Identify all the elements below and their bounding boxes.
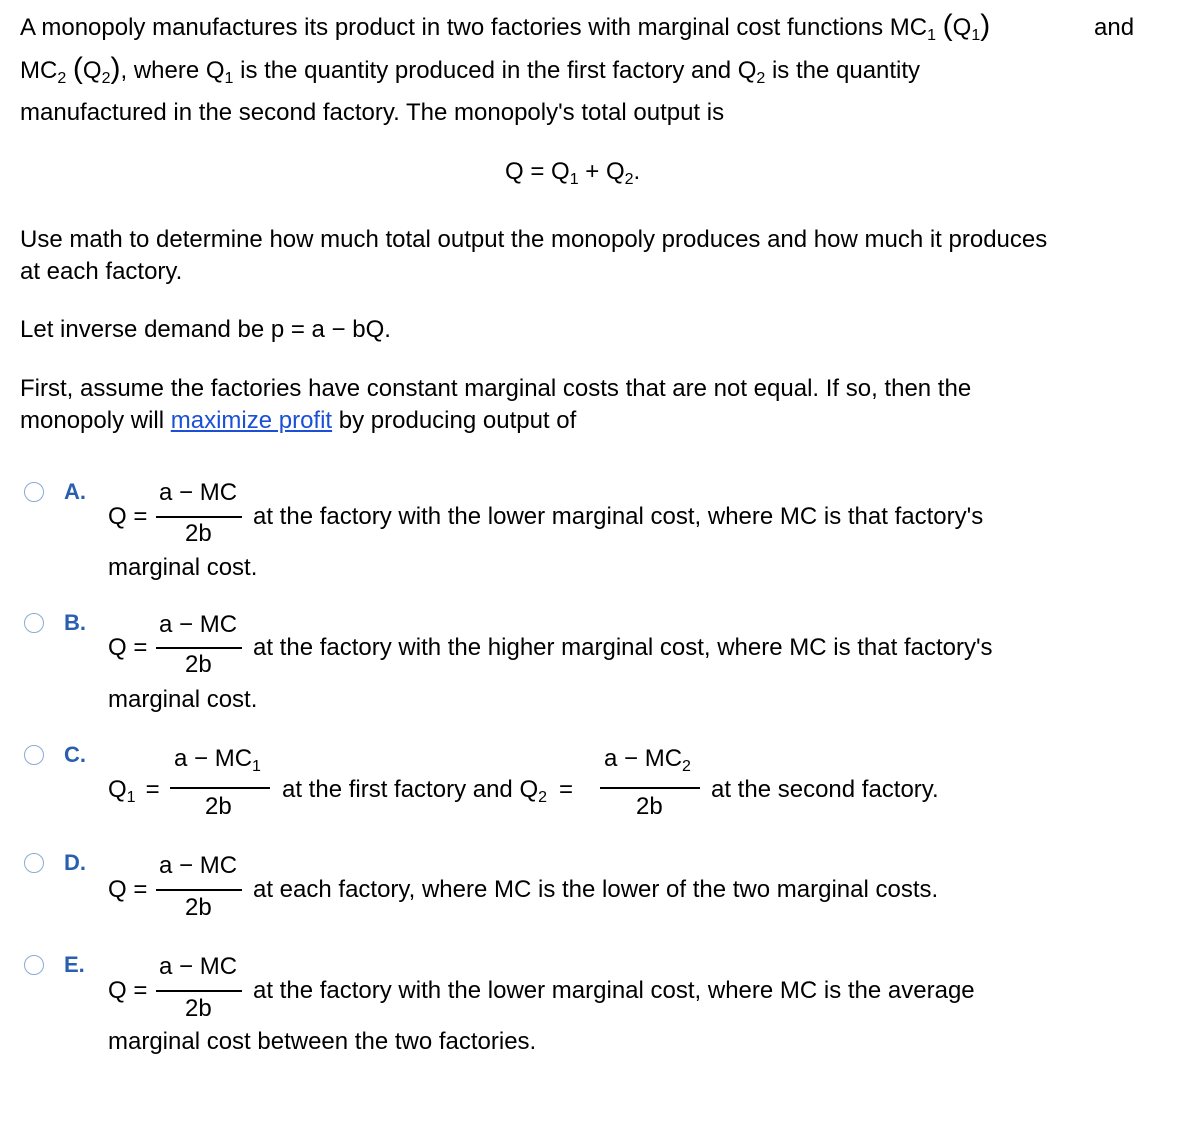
option-a-numerator: a − MC: [159, 479, 238, 506]
option-e-text-2: marginal cost between the two factories.: [108, 1028, 537, 1055]
option-c-fraction-bar-1: [170, 787, 270, 789]
option-c-end-text: at the second factory.: [711, 776, 939, 803]
option-c-denominator-2: 2b: [636, 793, 663, 820]
intro-and: and: [1094, 14, 1135, 41]
option-c-q1: $Q_1$ =: [108, 776, 160, 806]
inverse-demand: Let inverse demand be p = a − bQ.: [20, 316, 391, 343]
option-b-text-2: marginal cost.: [108, 686, 258, 713]
option-a-fraction-bar: [156, 516, 242, 518]
option-b-q: Q =: [108, 634, 148, 661]
assume-line-2: monopoly will maximize profit by producing output of: [20, 407, 577, 434]
option-e-q: Q =: [108, 977, 148, 1004]
option-e-denominator: 2b: [185, 995, 212, 1022]
option-b-radio[interactable]: [24, 613, 44, 633]
option-c-letter: C.: [64, 742, 86, 767]
option-c-radio[interactable]: [24, 745, 44, 765]
option-a-q: Q =: [108, 503, 148, 530]
option-a-denominator: 2b: [185, 520, 212, 547]
option-b-text: at the factory with the higher marginal cost, where MC is that factory's: [253, 634, 993, 661]
option-d-numerator: a − MC: [159, 852, 238, 879]
intro-line-3: manufactured in the second factory. The monopoly's total output is: [20, 99, 725, 126]
option-d-q: Q =: [108, 876, 148, 903]
option-d-denominator: 2b: [185, 894, 212, 921]
option-a-radio[interactable]: [24, 482, 44, 502]
option-b-letter: B.: [64, 610, 86, 635]
option-d-text: at each factory, where MC is the lower of the two marginal costs.: [253, 876, 939, 903]
intro-line-1: A monopoly manufactures its product in two factories with marginal cost functions $MC_1$ $(Q_1)$: [20, 9, 991, 44]
option-a-text-2: marginal cost.: [108, 554, 258, 581]
option-e-radio[interactable]: [24, 955, 44, 975]
option-e-fraction-bar: [156, 990, 242, 992]
option-b-numerator: a − MC: [159, 611, 238, 638]
option-e-text: at the factory with the lower marginal cost, where MC is the average: [253, 977, 975, 1004]
option-c-numerator-1: $a - MC_1$: [174, 745, 261, 775]
option-c-numerator-2: $a - MC_2$: [604, 745, 691, 775]
total-output-equation: $Q = Q_1 + Q_2$.: [505, 158, 641, 188]
option-c-mid-text: at the first factory and $Q_2$ =: [282, 776, 574, 806]
option-e-letter: E.: [64, 952, 85, 977]
option-b-fraction-bar: [156, 647, 242, 649]
option-d-letter: D.: [64, 850, 86, 875]
option-e-numerator: a − MC: [159, 953, 238, 980]
option-c-fraction-bar-2: [600, 787, 700, 789]
option-a-letter: A.: [64, 479, 86, 504]
assume-line-1: First, assume the factories have constant marginal costs that are not equal. If so, then the: [20, 375, 972, 402]
option-a-text: at the factory with the lower marginal cost, where MC is that factory's: [253, 503, 984, 530]
task-line-1: Use math to determine how much total output the monopoly produces and how much it produces: [20, 226, 1048, 253]
maximize-profit-link[interactable]: maximize profit: [170, 407, 333, 434]
option-d-fraction-bar: [156, 889, 242, 891]
option-b-denominator: 2b: [185, 651, 212, 678]
option-d-radio[interactable]: [24, 853, 44, 873]
option-c-denominator-1: 2b: [205, 793, 232, 820]
task-line-2: at each factory.: [20, 258, 183, 285]
intro-line-2: $MC_2$ $(Q_2)$, where $Q_1$ is the quantity produced in the first factory and $Q_2$ is the quantity: [20, 52, 921, 87]
